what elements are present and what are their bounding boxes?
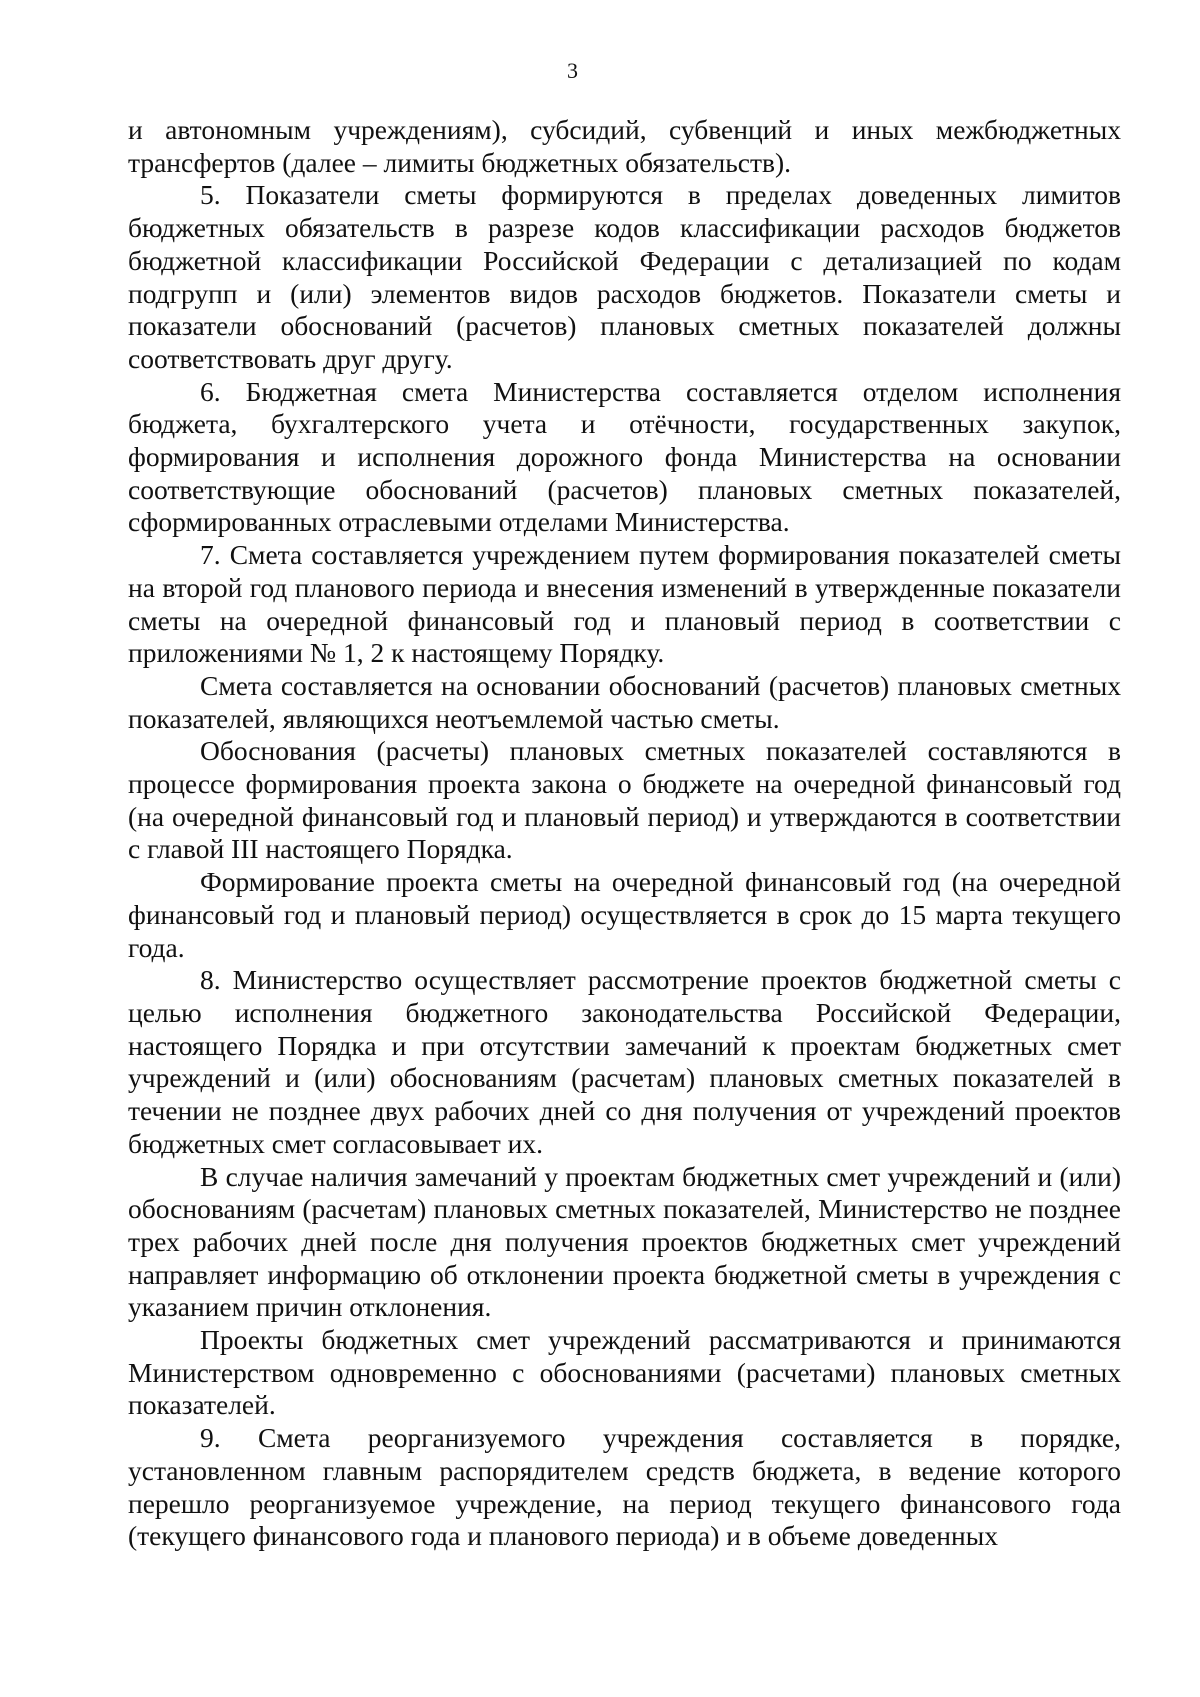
paragraph-review: Проекты бюджетных смет учреждений рассматриваются и принимаются Министерством одновременно с обоснованиями (расчетами) плановых сметных показателей. bbox=[128, 1324, 1121, 1421]
paragraph-item-5: 5. Показатели сметы формируются в пределах доведенных лимитов бюджетных обязательств в разрезе кодов классификации расходов бюджетов бюджетной классификации Российской Федерации с детализацией по кодам подгрупп и (или) элементов видов расходов бюджетов. Показатели сметы и показатели обоснований (расчетов) плановых сметных показателей должны соответствовать друг другу. bbox=[128, 179, 1121, 374]
paragraph-estimate-basis: Смета составляется на основании обоснований (расчетов) плановых сметных показателей, являющихся неотъемлемой частью сметы. bbox=[128, 669, 1121, 734]
paragraph-continuation: и автономным учреждениям), субсидий, субвенций и иных межбюджетных трансфертов (далее – лимиты бюджетных обязательств). bbox=[128, 114, 1121, 178]
paragraph-remarks: В случае наличия замечаний у проектам бюджетных смет учреждений и (или) обоснованиям (расчетам) плановых сметных показателей, Министерство не позднее трех рабочих дней после дня получения проектов бюджетных смет учреждений направляет информацию об отклонении проекта бюджетной сметы в учреждения с указанием причин отклонения. bbox=[128, 1160, 1121, 1323]
paragraph-item-6: 6. Бюджетная смета Министерства составляется отделом исполнения бюджета, бухгалтерского учета и отёчности, государственных закупок, формирования и исполнения дорожного фонда Министерства на основании соответствующие обоснований (расчетов) плановых сметных показателей, сформированных отраслевыми отделами Министерства. bbox=[128, 375, 1121, 538]
paragraph-justifications: Обоснования (расчеты) плановых сметных показателей составляются в процессе формирования проекта закона о бюджете на очередной финансовый год (на очередной финансовый год и плановый период) и утверждаются в соответствии с главой III настоящего Порядка. bbox=[128, 735, 1121, 865]
paragraph-item-7: 7. Смета составляется учреждением путем формирования показателей сметы на второй год планового периода и внесения изменений в утвержденные показатели сметы на очередной финансовый год и плановый период в соответствии с приложениями № 1, 2 к настоящему Порядку. bbox=[128, 539, 1121, 669]
paragraph-item-8: 8. Министерство осуществляет рассмотрение проектов бюджетной сметы с целью исполнения бюджетного законодательства Российской Федерации, настоящего Порядка и при отсутствии замечаний к проектам бюджетных смет учреждений и (или) обоснованиям (расчетам) плановых сметных показателей в течении не позднее двух рабочих дней со дня получения от учреждений проектов бюджетных смет согласовывает их. bbox=[128, 964, 1121, 1159]
page-number: 3 bbox=[567, 58, 578, 83]
document-body bbox=[128, 114, 1121, 1553]
paragraph-item-9: 9. Смета реорганизуемого учреждения составляется в порядке, установленном главным распорядителем средств бюджета, в ведение которого перешло реорганизуемое учреждение, на период текущего финансового года (текущего финансового года и планового периода) и в объеме доведенных bbox=[128, 1422, 1121, 1552]
paragraph-draft-deadline: Формирование проекта сметы на очередной финансовый год (на очередной финансовый год и плановый период) осуществляется в срок до 15 марта текущего года. bbox=[128, 866, 1121, 963]
